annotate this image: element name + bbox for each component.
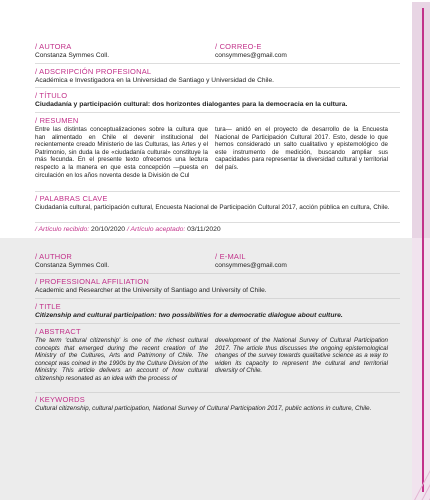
title-value-es: Ciudadanía y participación cultural: dos horizontes dialogantes para la democracia en la cultura. xyxy=(35,101,348,108)
divider xyxy=(35,222,400,223)
affiliation-value-es: Académica e Investigadora en la Universidad de Santiago y Universidad de Chile. xyxy=(35,77,274,84)
email-value-es[interactable]: consymmes@gmail.com xyxy=(215,52,287,59)
affiliation-label-es: / ADSCRIPCIÓN PROFESIONAL xyxy=(35,67,152,76)
abstract-label-es: / RESUMEN xyxy=(35,116,79,125)
divider xyxy=(35,298,400,299)
email-field-en xyxy=(215,252,287,270)
title-label-en: / TITLE xyxy=(35,302,61,311)
received-label: / Artículo recibido: xyxy=(35,226,90,233)
author-value-es: Constanza Symmes Coll. xyxy=(35,52,110,59)
affiliation-field-en xyxy=(35,277,400,295)
abstract-col1-en: The term ‘cultural citizenship’ is one of the richest cultural concepts that emerged during the recent creation of the Ministry of the Cultures, Arts and Patrimony of Chile. The concept was coined in the 1990s by the Culture Division of the Ministry. This article delivers an account of how cultural citizenship resonated as an idea with the process of xyxy=(35,337,208,382)
title-field-es xyxy=(35,91,400,109)
author-field-en xyxy=(35,252,109,270)
received-date: 20/10/2020 xyxy=(91,226,126,233)
abstract-col2-en: development of the National Survey of Cultural Participation 2017. The article thus discusses the ongoing epistemological changes of the survey towards qualitative science as a way to widen its capacity to represent the cultural and territorial diversity of Chile. xyxy=(215,337,388,375)
title-label-es: / TÍTULO xyxy=(35,91,68,100)
accepted-date: 03/11/2020 xyxy=(187,226,221,233)
affiliation-field-es xyxy=(35,67,400,85)
keywords-label-en: / KEYWORDS xyxy=(35,395,85,404)
keywords-field-es xyxy=(35,194,400,212)
keywords-value-en: Cultural citizenship, cultural participation, National Survey of Cultural Participation 2017, public actions in culture, Chile. xyxy=(35,405,372,412)
affiliation-label-en: / PROFESSIONAL AFFILIATION xyxy=(35,277,149,286)
divider xyxy=(35,87,400,88)
author-label-en: / AUTHOR xyxy=(35,252,73,261)
divider xyxy=(35,273,400,274)
email-value-en[interactable]: consymmes@gmail.com xyxy=(215,262,287,269)
accepted-label: / Artículo aceptado: xyxy=(126,226,186,233)
abstract-label-en: / ABSTRACT xyxy=(35,327,81,336)
title-field-en xyxy=(35,302,400,320)
keywords-field-en xyxy=(35,395,400,413)
email-label-es: / CORREO-E xyxy=(215,42,262,51)
author-value-en: Constanza Symmes Coll. xyxy=(35,262,110,269)
abstract-col1-es: Entre las distintas conceptualizaciones sobre la cultura que han alimentado en Chile el devenir institucional del recientemente creado Ministerio de las Culturas, las Artes y el Patrimonio, sin duda la de «ciudadanía cultural» constituye la más fecunda. En el presente texto ofrecemos una lectura respecto a la manera en que esta concepción —puesta en circulación en los años noventa desde la División de Cul xyxy=(35,126,208,179)
email-field-es xyxy=(215,42,287,60)
divider xyxy=(35,191,400,192)
article-dates xyxy=(35,226,221,233)
affiliation-value-en: Academic and Researcher at the University of Santiago and University of Chile. xyxy=(35,287,267,294)
author-field-es xyxy=(35,42,109,60)
title-value-en: Citizenship and cultural participation: two possibilities for a democratic dialogue about culture. xyxy=(35,312,343,319)
divider xyxy=(35,112,400,113)
divider xyxy=(35,323,400,324)
divider xyxy=(35,63,400,64)
author-label-es: / AUTORA xyxy=(35,42,72,51)
divider xyxy=(35,392,400,393)
email-label-en: / E-MAIL xyxy=(215,252,246,261)
abstract-col2-es: tura— anidó en el proyecto de desarrollo de la Encuesta Nacional de Participación Cultural 2017. Esto, desde lo que hemos considerado un salto cualitativo y epistemológico de este instrumento de medición, buscando ampliar sus capacidades para representar la diversidad cultural y territorial del país. xyxy=(215,126,388,171)
keywords-label-es: / PALABRAS CLAVE xyxy=(35,194,108,203)
keywords-value-es: Ciudadanía cultural, participación cultural, Encuesta Nacional de Participación Cultural 2017, acción pública en cultura, Chile. xyxy=(35,204,390,211)
